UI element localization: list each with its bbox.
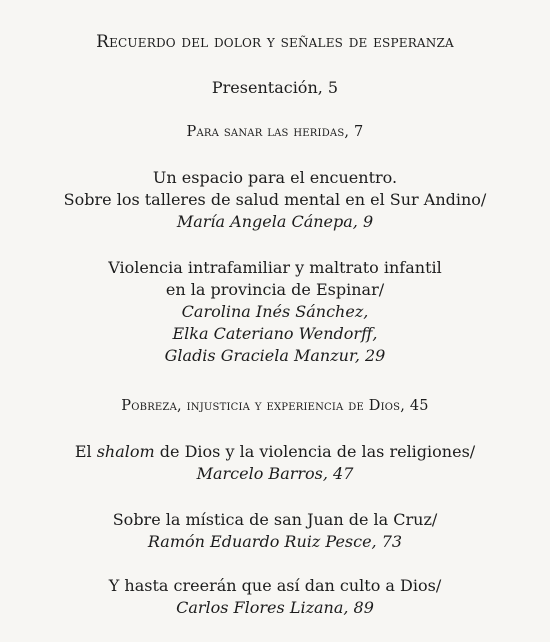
toc-entry-author: Ramón Eduardo Ruiz Pesce, 73 xyxy=(147,532,403,551)
toc-entry-title xyxy=(0,442,550,461)
section-heading-sanar: Para sanar las heridas, 7 xyxy=(186,124,364,140)
toc-entry-author: María Angela Cánepa, 9 xyxy=(176,212,374,231)
toc-entry-title: en la provincia de Espinar/ xyxy=(165,280,385,299)
toc-entry-author: Elka Cateriano Wendorff, xyxy=(172,324,378,343)
toc-entry-presentacion: Presentación, 5 xyxy=(211,78,339,97)
toc-entry-author: Marcelo Barros, 47 xyxy=(196,464,354,483)
toc-entry-author: Carlos Flores Lizana, 89 xyxy=(176,598,374,617)
toc-entry-title: Sobre la mística de san Juan de la Cruz/ xyxy=(112,510,438,529)
section-heading-pobreza: Pobreza, injusticia y experiencia de Dios, 45 xyxy=(121,398,429,414)
toc-entry-author: Gladis Graciela Manzur, 29 xyxy=(164,346,386,365)
toc-entry-title: Y hasta creerán que así dan culto a Dios/ xyxy=(108,576,442,595)
toc-entry-title: Un espacio para el encuentro. xyxy=(152,168,398,187)
toc-entry-title: Sobre los talleres de salud mental en el Sur Andino/ xyxy=(63,190,487,209)
toc-entry-title-part: El xyxy=(74,442,97,461)
toc-entry-title-italic: shalom xyxy=(96,442,155,461)
toc-entry-author: Carolina Inés Sánchez, xyxy=(181,302,369,321)
toc-entry-title-part: de Dios y la violencia de las religiones/ xyxy=(154,442,476,461)
book-title: Recuerdo del dolor y señales de esperanza xyxy=(96,32,454,52)
toc-entry-title: Violencia intrafamiliar y maltrato infantil xyxy=(108,258,442,277)
